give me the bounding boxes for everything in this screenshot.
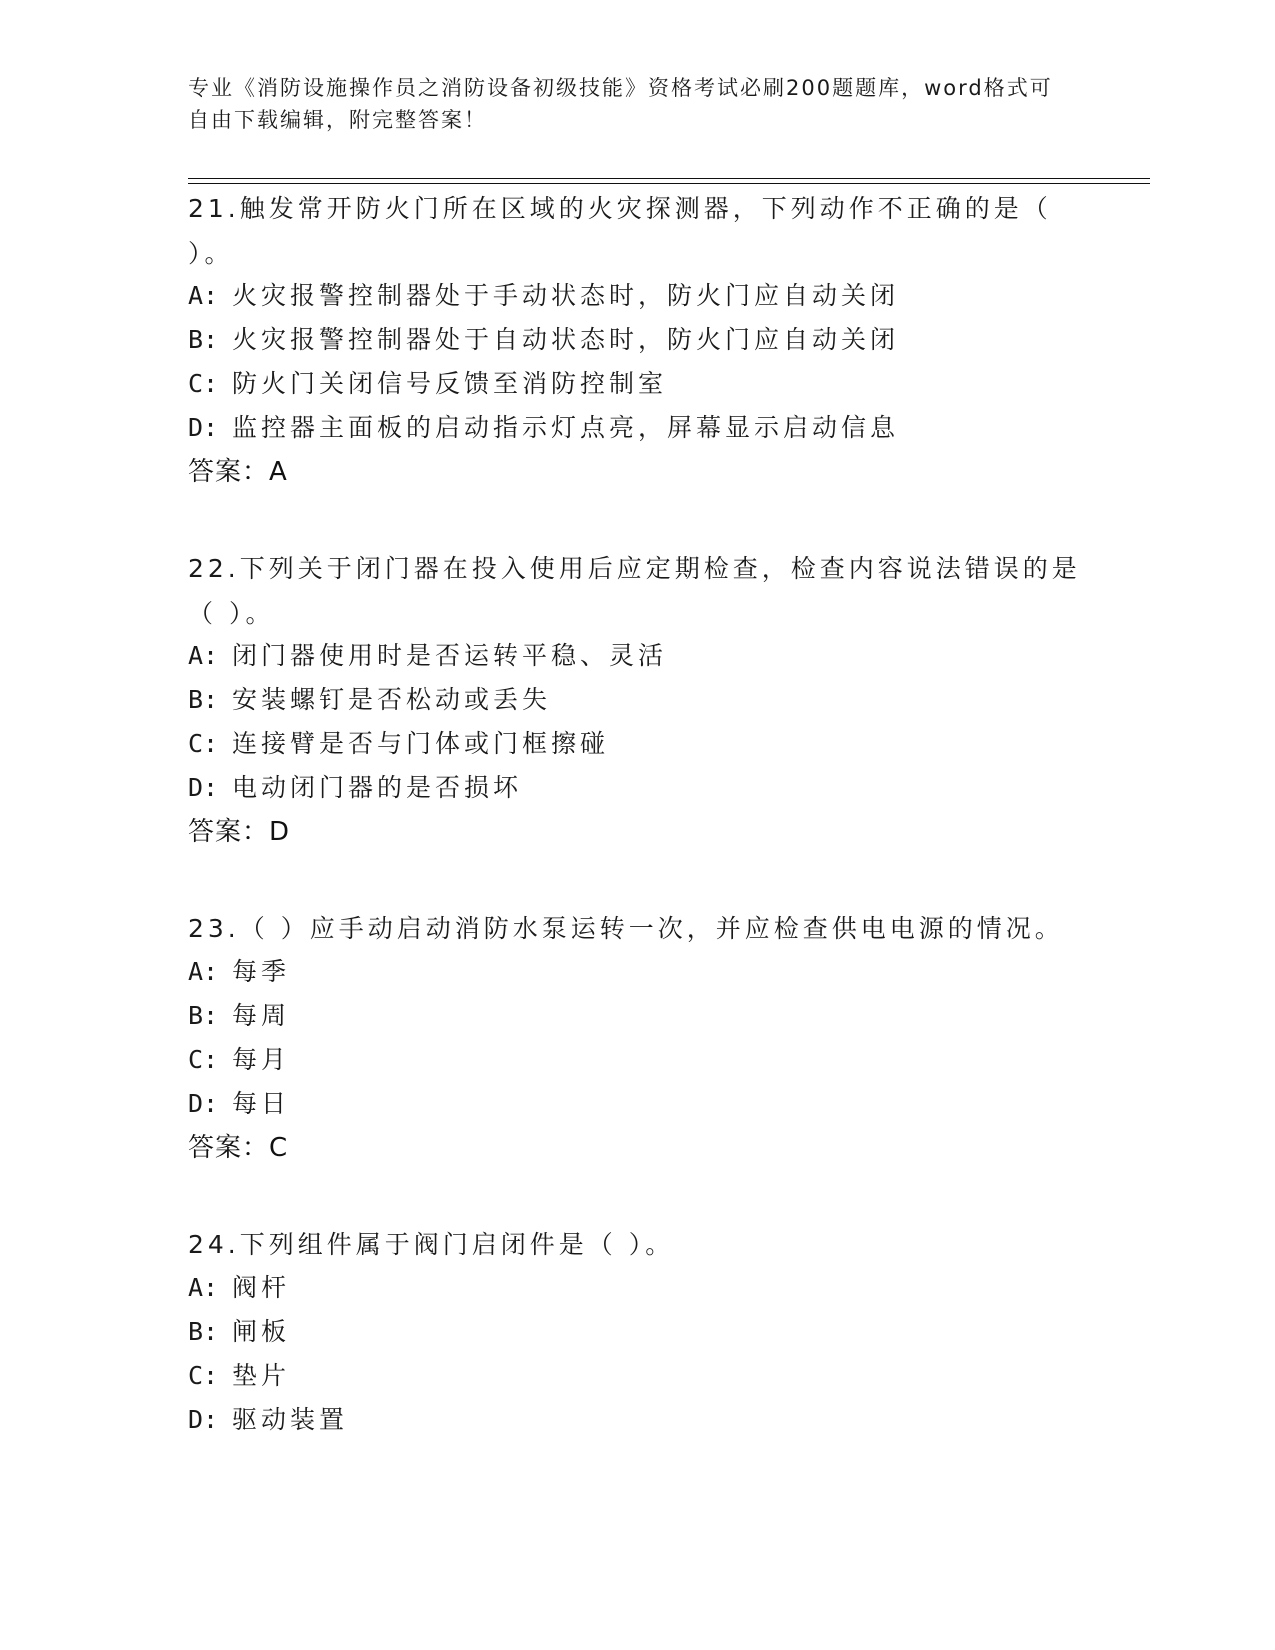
option-text: 火灾报警控制器处于手动状态时，防火门应自动关闭 xyxy=(232,281,900,310)
option-text: 驱动装置 xyxy=(232,1405,349,1434)
question-22-answer: 答案：D xyxy=(188,817,291,847)
option-letter: B: xyxy=(188,1001,219,1030)
option-text: 安装螺钉是否松动或丢失 xyxy=(232,685,552,714)
question-22-option-b xyxy=(188,680,551,720)
question-24-text: 24.下列组件属于阀门启闭件是（ ）。 xyxy=(188,1230,675,1259)
option-letter: D: xyxy=(188,1405,219,1434)
question-23-option-b xyxy=(188,996,290,1036)
option-text: 每月 xyxy=(232,1045,291,1074)
option-letter: D: xyxy=(188,413,219,442)
option-letter: C: xyxy=(188,729,219,758)
option-text: 阀杆 xyxy=(232,1273,291,1302)
question-24-option-a xyxy=(188,1268,290,1308)
option-letter: B: xyxy=(188,1317,219,1346)
option-letter: C: xyxy=(188,1361,219,1390)
option-letter: D: xyxy=(188,773,219,802)
question-24-option-d xyxy=(188,1400,348,1440)
option-text: 火灾报警控制器处于自动状态时，防火门应自动关闭 xyxy=(232,325,900,354)
option-letter: A: xyxy=(188,281,219,310)
question-23-option-c xyxy=(188,1040,290,1080)
option-letter: B: xyxy=(188,325,219,354)
option-letter: C: xyxy=(188,369,219,398)
question-23-option-a xyxy=(188,952,290,992)
option-letter: A: xyxy=(188,957,219,986)
question-24-option-b xyxy=(188,1312,290,1352)
option-text: 连接臂是否与门体或门框擦碰 xyxy=(232,729,610,758)
question-21-option-c xyxy=(188,364,667,404)
question-23-text: 23.（ ）应手动启动消防水泵运转一次，并应检查供电电源的情况。 xyxy=(188,914,1064,943)
option-letter: A: xyxy=(188,1273,219,1302)
option-letter: A: xyxy=(188,641,219,670)
option-text: 每季 xyxy=(232,957,291,986)
question-23-answer: 答案：C xyxy=(188,1133,289,1163)
question-22-option-c xyxy=(188,724,609,764)
option-text: 垫片 xyxy=(232,1361,291,1390)
option-text: 每周 xyxy=(232,1001,291,1030)
question-23-option-d xyxy=(188,1084,290,1124)
question-21-option-b xyxy=(188,320,899,360)
document-header: 专业《消防设施操作员之消防设备初级技能》资格考试必刷200题题库，word格式可自由下载编辑，附完整答案！ xyxy=(188,76,1053,132)
question-24-option-c xyxy=(188,1356,290,1396)
option-text: 防火门关闭信号反馈至消防控制室 xyxy=(232,369,668,398)
question-22-text: 22.下列关于闭门器在投入使用后应定期检查，检查内容说法错误的是（ ）。 xyxy=(188,554,1081,628)
option-text: 闭门器使用时是否运转平稳、灵活 xyxy=(232,641,668,670)
option-text: 监控器主面板的启动指示灯点亮，屏幕显示启动信息 xyxy=(232,413,900,442)
option-letter: C: xyxy=(188,1045,219,1074)
question-21-text: 21.触发常开防火门所在区域的火灾探测器，下列动作不正确的是（ ）。 xyxy=(188,194,1052,268)
option-text: 每日 xyxy=(232,1089,291,1118)
question-21-option-d xyxy=(188,408,899,448)
question-22-option-d xyxy=(188,768,522,808)
option-text: 闸板 xyxy=(232,1317,291,1346)
question-22-option-a xyxy=(188,636,667,676)
option-text: 电动闭门器的是否损坏 xyxy=(232,773,523,802)
question-21-answer: 答案：A xyxy=(188,457,288,487)
option-letter: D: xyxy=(188,1089,219,1118)
question-21-option-a xyxy=(188,276,899,316)
header-divider-bottom xyxy=(188,183,1150,184)
option-letter: B: xyxy=(188,685,219,714)
header-divider-top xyxy=(188,178,1150,179)
